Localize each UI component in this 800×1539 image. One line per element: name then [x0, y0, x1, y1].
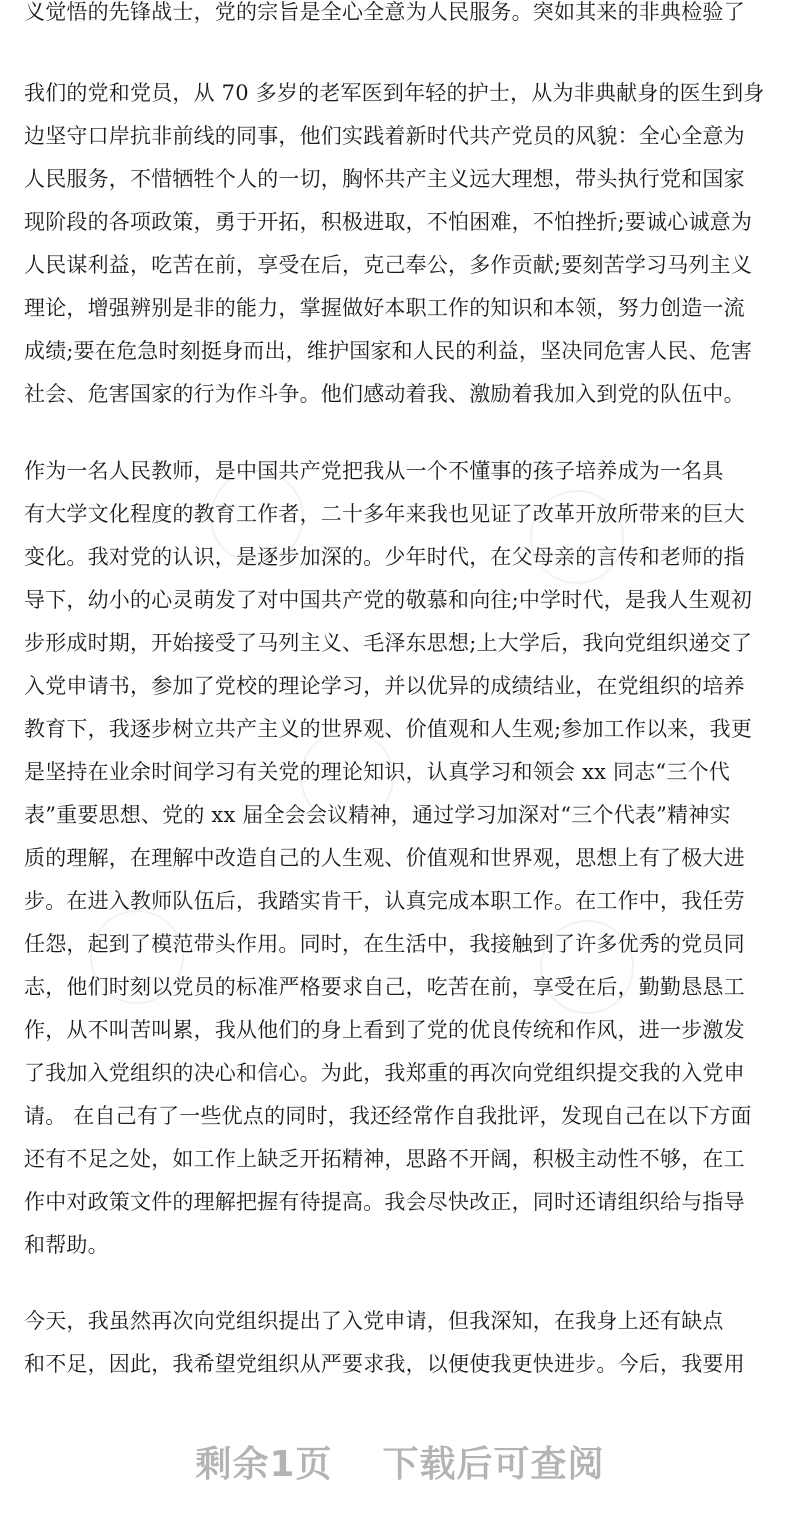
- text-line: 成绩;要在危急时刻挺身而出，维护国家和人民的利益，坚决同危害人民、危害: [24, 339, 753, 363]
- text-line: 教育下，我逐步树立共产主义的世界观、价值观和人生观;参加工作以来，我更: [24, 717, 753, 741]
- text-line: 质的理解，在理解中改造自己的人生观、价值观和世界观，思想上有了极大进: [24, 846, 745, 870]
- text-line: 变化。我对党的认识，是逐步加深的。少年时代，在父母亲的言传和老师的指: [24, 545, 745, 569]
- download-to-view-link[interactable]: 下载后可查阅: [382, 1443, 605, 1485]
- text-line: 边坚守口岸抗非前线的同事，他们实践着新时代共产党员的风貌：全心全意为: [24, 124, 745, 148]
- text-line: 作为一名人民教师，是中国共产党把我从一个不懂事的孩子培养成为一名具: [24, 459, 724, 483]
- text-line: 和帮助。: [24, 1233, 109, 1257]
- text-line: 作，从不叫苦叫累，我从他们的身上看到了党的优良传统和作风，进一步激发: [24, 1018, 745, 1042]
- text-line: 了我加入党组织的决心和信心。为此，我郑重的再次向党组织提交我的入党申: [24, 1061, 745, 1085]
- text-line: 步形成时期，开始接受了马列主义、毛泽东思想;上大学后，我向党组织递交了: [24, 631, 753, 655]
- text-line: 作中对政策文件的理解把握有待提高。我会尽快改正，同时还请组织给与指导: [24, 1190, 745, 1214]
- text-line: 社会、危害国家的行为作斗争。他们感动着我、激励着我加入到党的队伍中。: [24, 382, 745, 406]
- text-line: 有大学文化程度的教育工作者，二十多年来我也见证了改革开放所带来的巨大: [24, 502, 745, 526]
- text-line: 入党申请书，参加了党校的理论学习，并以优异的成绩结业，在党组织的培养: [24, 674, 745, 698]
- text-line: 导下，幼小的心灵萌发了对中国共产党的敬慕和向往;中学时代，是我人生观初: [24, 588, 753, 612]
- text-line: 和不足，因此，我希望党组织从严要求我，以便使我更快进步。今后，我要用: [24, 1352, 745, 1376]
- remaining-pages-label: 剩余1页: [195, 1443, 333, 1485]
- text-line: 还有不足之处，如工作上缺乏开拓精神，思路不开阔，积极主动性不够，在工: [24, 1147, 745, 1171]
- text-line: 人民谋利益，吃苦在前，享受在后，克己奉公，多作贡献;要刻苦学习马列主义: [24, 253, 753, 277]
- text-line: 任怨，起到了模范带头作用。同时，在生活中，我接触到了许多优秀的党员同: [24, 932, 745, 956]
- text-line: 请。 在自己有了一些优点的同时，我还经常作自我批评，发现自己在以下方面: [24, 1104, 752, 1128]
- text-line: 志，他们时刻以党员的标准严格要求自己，吃苦在前，享受在后，勤勤恳恳工: [24, 975, 745, 999]
- text-line: 我们的党和党员，从 70 多岁的老军医到年轻的护士，从为非典献身的医生到身: [24, 81, 765, 105]
- text-line: 表”重要思想、党的 xx 届全会会议精神，通过学习加深对“三个代表”精神实: [24, 803, 731, 827]
- text-line: 步。在进入教师队伍后，我踏实肯干，认真完成本职工作。在工作中，我任劳: [24, 889, 745, 913]
- text-line: 现阶段的各项政策，勇于开拓，积极进取，不怕困难，不怕挫折;要诚心诚意为: [24, 210, 753, 234]
- text-line: 是坚持在业余时间学习有关党的理论知识，认真学习和领会 xx 同志“三个代: [24, 760, 730, 784]
- text-line: 义觉悟的先锋战士，党的宗旨是全心全意为人民服务。突如其来的非典检验了: [24, 0, 745, 24]
- text-line: 理论，增强辨别是非的能力，掌握做好本职工作的知识和本领，努力创造一流: [24, 296, 745, 320]
- text-line: 今天，我虽然再次向党组织提出了入党申请，但我深知，在我身上还有缺点: [24, 1309, 724, 1333]
- text-line: 人民服务，不惜牺牲个人的一切，胸怀共产主义远大理想，带头执行党和国家: [24, 167, 745, 191]
- download-prompt[interactable]: [0, 1433, 800, 1489]
